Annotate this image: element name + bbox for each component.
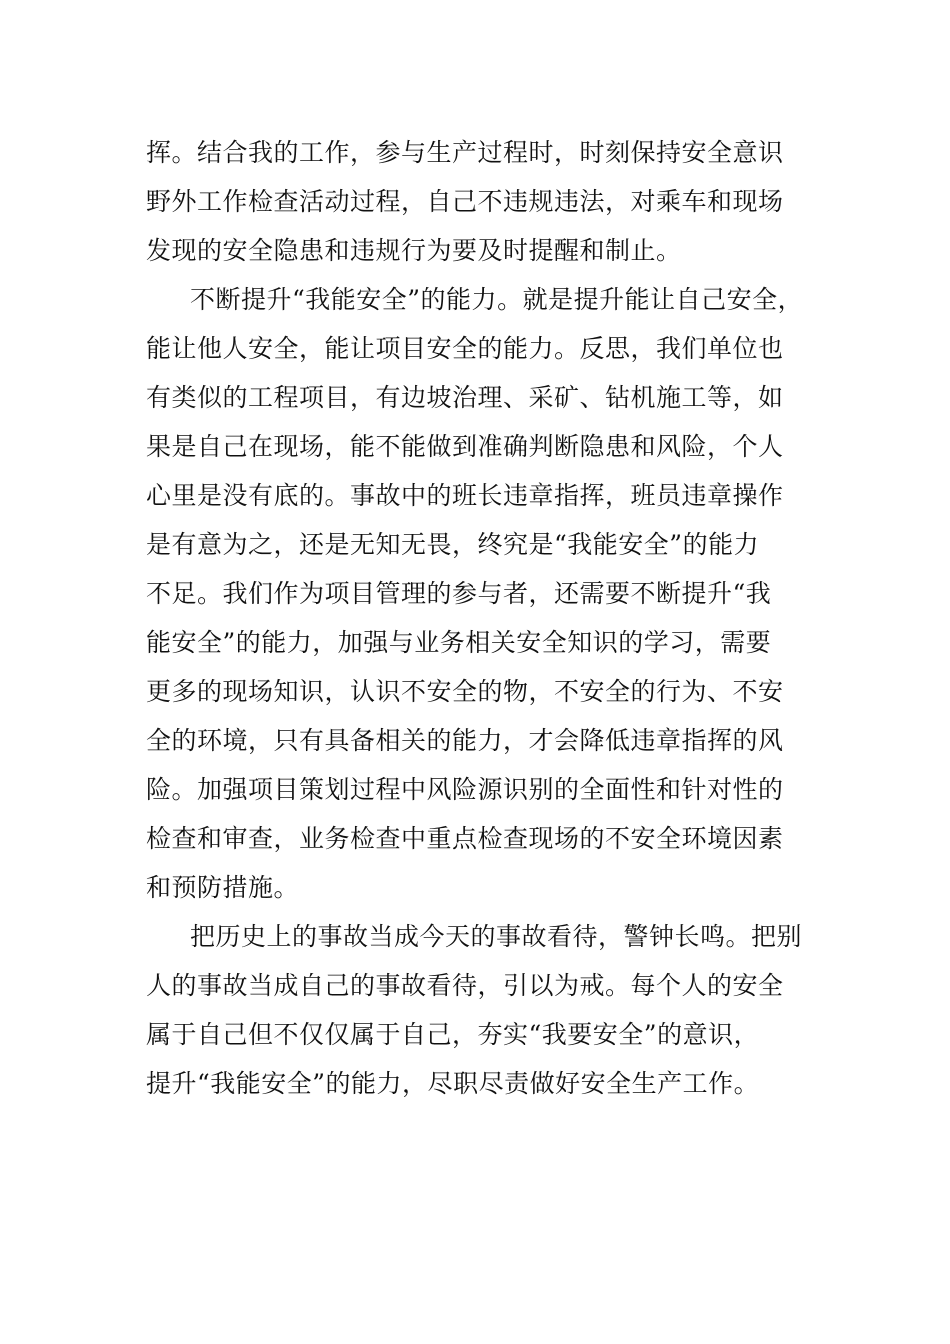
text-line: 属于自己但不仅仅属于自己，夯实“我要安全”的意识，: [146, 1020, 760, 1049]
text-line: 野外工作检查活动过程，自己不违规违法，对乘车和现场: [146, 187, 784, 216]
text-line: 全的环境，只有具备相关的能力，才会降低违章指挥的风: [146, 726, 784, 755]
text-line: 心里是没有底的。事故中的班长违章指挥，班员违章操作: [146, 481, 784, 510]
text-line: 能让他人安全，能让项目安全的能力。反思，我们单位也: [146, 334, 784, 363]
text-line: 提升“我能安全”的能力，尽职尽责做好安全生产工作。: [146, 1069, 760, 1098]
text-line: 不断提升“我能安全”的能力。就是提升能让自己安全，: [190, 285, 804, 314]
text-line: 不足。我们作为项目管理的参与者，还需要不断提升“我: [146, 579, 772, 608]
text-line: 挥。结合我的工作，参与生产过程时，时刻保持安全意识: [146, 138, 784, 167]
text-line: 检查和审查，业务检查中重点检查现场的不安全环境因素: [146, 824, 784, 853]
text-line: 能安全”的能力，加强与业务相关安全知识的学习，需要: [146, 628, 772, 657]
text-line: 把历史上的事故当成今天的事故看待，警钟长鸣。把别: [190, 922, 803, 951]
paragraph-2: [146, 275, 846, 912]
paragraph-3: [146, 912, 846, 1108]
paragraph-1: [146, 128, 846, 275]
text-line: 人的事故当成自己的事故看待，引以为戒。每个人的安全: [146, 971, 784, 1000]
text-line: 发现的安全隐患和违规行为要及时提醒和制止。: [146, 236, 682, 265]
text-line: 更多的现场知识，认识不安全的物，不安全的行为、不安: [146, 677, 784, 706]
text-line: 有类似的工程项目，有边坡治理、采矿、钻机施工等，如: [146, 383, 784, 412]
text-line: 果是自己在现场，能不能做到准确判断隐患和风险，个人: [146, 432, 784, 461]
text-line: 是有意为之，还是无知无畏，终究是“我能安全”的能力: [146, 530, 760, 559]
document-body: [146, 128, 846, 1108]
text-line: 险。加强项目策划过程中风险源识别的全面性和针对性的: [146, 775, 784, 804]
text-line: 和预防措施。: [146, 873, 300, 902]
